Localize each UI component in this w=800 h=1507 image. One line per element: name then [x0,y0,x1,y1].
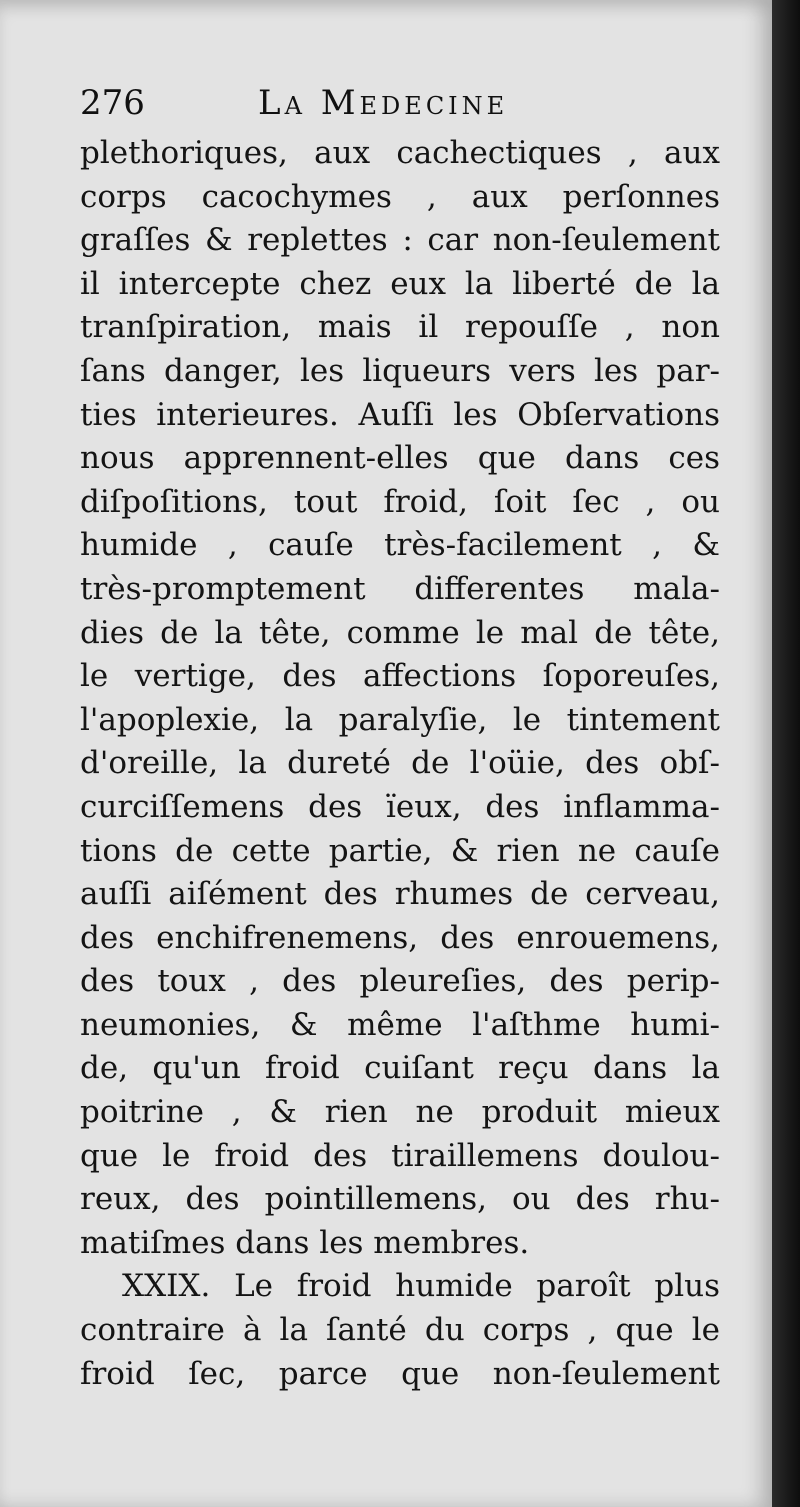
text-line: humide , cauſe très-facilement , & [80,527,720,564]
text-line: ſans danger, les liqueurs vers les par- [80,352,720,389]
text-line: très-promptement differentes mala- [80,570,720,607]
text-line: ties interieures. Auſſi les Obſervations [80,396,720,433]
text-line: graſſes & replettes : car non-ſeulement [80,222,720,259]
text-line: il intercepte chez eux la liberté de la [80,265,720,302]
text-line: contraire à la ſanté du corps , que le [80,1312,720,1349]
page-header [80,80,720,130]
text-line: l'apoplexie, la paralyſie, le tintement [80,701,720,738]
body-text [80,132,720,1396]
text-line: poitrine , & rien ne produit mieux [80,1094,720,1131]
text-line: neumonies, & même l'aſthme humi- [80,1006,720,1043]
text-line: que le froid des tiraillemens doulou- [80,1137,720,1174]
text-line: corps cacochymes , aux perſonnes [80,178,720,215]
text-line: plethoriques, aux cachectiques , aux [80,135,720,171]
text-line: froid ſec, parce que non-ſeulement [80,1355,720,1392]
text-line: nous apprennent-elles que dans ces [80,440,720,477]
text-line: matiſmes dans les membres. [80,1224,530,1261]
text-line: des enchifrenemens, des enrouemens, [80,919,720,956]
text-line: de, qu'un froid cuiſant reçu dans la [80,1050,720,1087]
text-line: curciſſemens des ïeux, des inflamma- [80,788,720,825]
text-line: diſpoſitions, tout froid, ſoit ſec , ou [80,483,720,520]
text-line: des toux , des pleureſies, des perip- [80,963,720,1000]
text-line: dies de la tête, comme le mal de tête, [80,614,720,651]
text-line: tranſpiration, mais il repouſſe , non [80,309,720,346]
page-edge-shadow [772,0,800,1507]
running-title: La Medecine [258,83,509,123]
text-line: le vertige, des affections ſoporeuſes, [80,658,720,695]
text-line: reux, des pointillemens, ou des rhu- [80,1181,720,1218]
text-line: d'oreille, la dureté de l'oüie, des obſ- [80,745,720,782]
text-line: auſſi aiſément des rhumes de cerveau, [80,876,720,913]
text-line: tions de cette partie, & rien ne cauſe [80,832,720,869]
text-line: XXIX. Le froid humide paroît plus [122,1268,720,1305]
page-number: 276 [80,83,145,123]
